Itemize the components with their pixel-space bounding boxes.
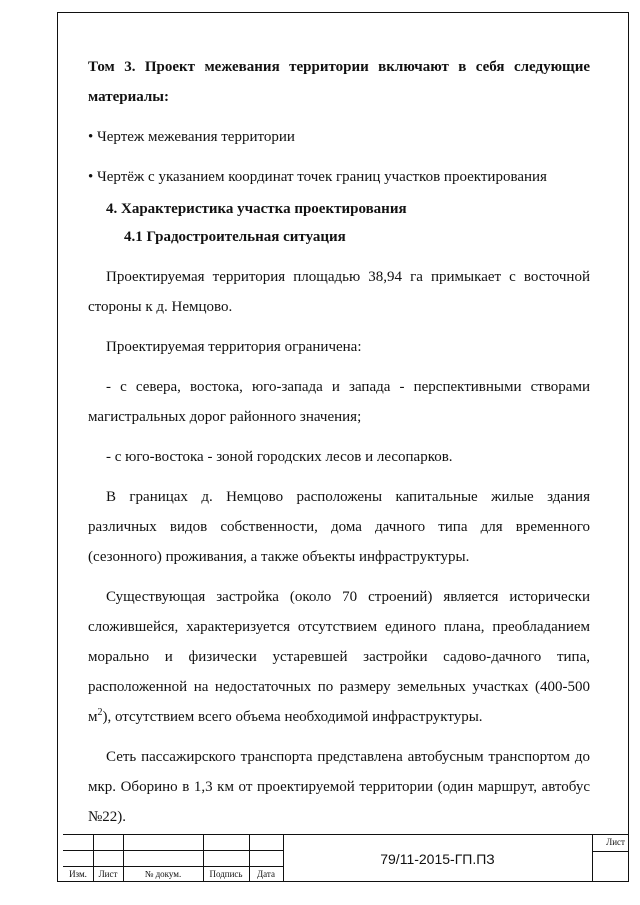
paragraph-6-text-a: Существующая застройка (около 70 строений) является исторически сложившейся, характеризуется отсутствием единого плана, преобладанием морально и физически устаревшей застройки садово-дачного типа, расположенной на недостаточных по размеру земельных участках (400-500 м: [88, 589, 590, 725]
intro-title-line2: материалы:: [88, 89, 169, 105]
paragraph-6: [88, 582, 590, 732]
superscript-2: 2: [97, 707, 103, 718]
section-subheading: 4.1 Градостроительная ситуация: [124, 229, 346, 245]
intro-title-line1: Том 3. Проект межевания территории включают в себя следующие: [88, 59, 590, 75]
section-heading: 4. Характеристика участка проектирования: [106, 201, 407, 217]
paragraph-3: - с севера, востока, юго-запада и запада - перспективными створами магистральных дорог районного значения;: [88, 379, 590, 425]
paragraph-7: Сеть пассажирского транспорта представлена автобусным транспортом до мкр. Оборино в 1,3 км от проектируемой территории (один маршрут, автобус №22).: [88, 749, 590, 825]
stamp-row-line: [63, 866, 283, 867]
paragraph-2: Проектируемая территория ограничена:: [106, 339, 362, 355]
bullet-item-2: • Чертёж с указанием координат точек границ участков проектирования: [88, 169, 547, 185]
stamp-label-doc-number: № докум.: [144, 869, 182, 879]
stamp-row-line: [592, 851, 629, 852]
paragraph-5: В границах д. Немцово расположены капитальные жилые здания различных видов собственности, дома дачного типа для временного (сезонного) проживания, а также объекты инфраструктуры.: [88, 489, 590, 565]
document-body: [88, 52, 590, 832]
sheet-label: Лист: [606, 837, 625, 847]
stamp-label-signature: Подпись: [209, 869, 243, 879]
stamp-label-date: Дата: [257, 869, 275, 879]
stamp-label-list: Лист: [98, 869, 118, 879]
paragraph-4: - с юго-востока - зоной городских лесов и лесопарков.: [106, 449, 453, 465]
document-code: 79/11-2015-ГП.ПЗ: [380, 850, 495, 867]
bullet-item-1: • Чертеж межевания территории: [88, 129, 295, 145]
stamp-divider: [592, 835, 593, 882]
title-block-stamp: [63, 834, 629, 882]
stamp-label-izm: Изм.: [69, 869, 87, 879]
paragraph-1: Проектируемая территория площадью 38,94 га примыкает с восточной стороны к д. Немцово.: [88, 269, 590, 315]
stamp-row-line: [63, 850, 283, 851]
paragraph-6-text-b: ), отсутствием всего объема необходимой инфраструктуры.: [102, 709, 483, 725]
